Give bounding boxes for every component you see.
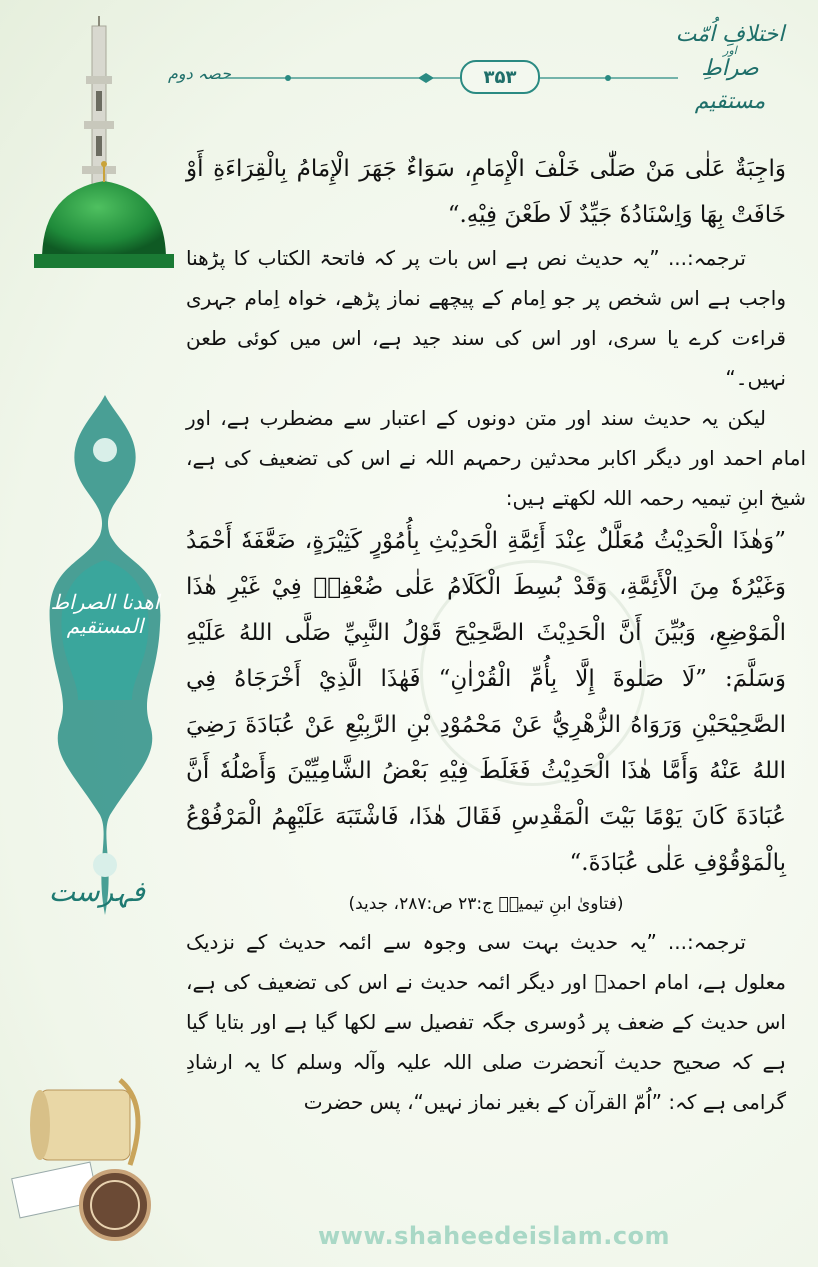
book-title-line2: صراطِ مستقیم bbox=[694, 56, 766, 114]
sidebar-ornament-frame bbox=[40, 395, 170, 915]
green-dome-minaret-illustration bbox=[24, 16, 184, 276]
urdu-translation-3: ترجمہ:... ”یہ حدیث بہت سی وجوہ سے ائمہ حدیث کے نزدیک معلول ہے، امام احمدؒ اور دیگر ائمہ حدیث نے اس کی تضعیف کی ہے، اس حدیث کے ضعف پر دُوسری جگہ تفصیل سے لکھا گیا ہے اور بتایا گیا ہے کہ صحیح حدیث آنحضرت صلی اللہ علیہ وآلہ وسلم کا یہ ارشادِ گرامی ہے کہ: ”اُمّ القرآن کے بغیر نماز نہیں“، پس حضرت bbox=[186, 930, 786, 1114]
header-ornament-rule bbox=[218, 73, 678, 83]
book-title bbox=[670, 18, 790, 118]
table-of-contents-link[interactable]: فہرست bbox=[48, 875, 145, 908]
urdu-paragraph-2: لیکن یہ حدیث سند اور متن دونوں کے اعتبار سے مضطرب ہے، اور امام احمد اور دیگر اکابر محدثین رحمہم اللہ نے اس کی تضعیف کی ہے، شیخ ابنِ تیمیہ رحمہ اللہ لکھتے ہیں: bbox=[186, 406, 806, 510]
arabic-quote-1: وَاجِبَةٌ عَلٰى مَنْ صَلّٰى خَلْفَ الْإِمَامِ، سَوَاءٌ جَهَرَ الْإِمَامُ بِالْقِرَاءَةِ أَوْ خَافَتْ بِهَا وَاِسْنَادُهٗ جَيِّدٌ لَا طَعْنَ فِيْهِ.“ bbox=[186, 156, 786, 228]
website-url-link[interactable]: www.shaheedeislam.com bbox=[318, 1222, 671, 1250]
arabic-quote-2: ”وَهٰذَا الْحَدِيْثُ مُعَلَّلٌ عِنْدَ أَئِمَّةِ الْحَدِيْثِ بِأُمُوْرٍ كَثِيْرَةٍ، ضَعَّفَهٗ أَحْمَدُ وَغَيْرُهٗ مِنَ الْأَئِمَّةِ، وَقَدْ بُسِطَ الْكَلَامُ عَلٰى ضُعْفِهٖ فِيْ غَيْرِ هٰذَا الْمَوْضِعِ، وَبُيِّنَ أَنَّ الْحَدِيْثَ الصَّحِيْحَ قَوْلُ النَّبِيِّ صَلَّى اللهُ عَلَيْهِ وَسَلَّمَ: ”لَا صَلٰوةَ إِلَّا بِأُمِّ الْقُرْاٰنِ“ فَهٰذَا الَّذِيْ أَخْرَجَاهُ فِي الصَّحِيْحَيْنِ وَرَوَاهُ الزُّهْرِيُّ عَنْ مَحْمُوْدِ بْنِ الرَّبِيْعِ عَنْ عُبَادَةَ رَضِيَ اللهُ عَنْهُ وَأَمَّا هٰذَا الْحَدِيْثُ فَغَلَطَ فِيْهِ بَعْضُ الشَّامِيِّيْنَ وَأَصْلُهٗ أَنَّ عُبَادَةَ كَانَ يَوْمًا بَيْتَ الْمَقْدِسِ فَقَالَ هٰذَا، فَاشْتَبَهَ عَلَيْهِمُ الْمَرْفُوْعُ بِالْمَوْقُوْفِ عَلٰى عُبَادَةَ.“ bbox=[186, 528, 786, 876]
page-number-badge: ۳۵۳ bbox=[460, 60, 540, 94]
urdu-translation-1: ترجمہ:... ”یہ حدیث نص ہے اس بات پر کہ فاتحۃ الکتاب کا پڑھنا واجب ہے اس شخص پر جو اِمام کے پیچھے نماز پڑھے، خواہ اِمام جہری قراءت کرے یا سری، اور اس کی سند جید ہے، اس میں کوئی طعن نہیں۔“ bbox=[186, 246, 786, 390]
citation-reference: (فتاویٰ ابنِ تیمیہؒ ج:۲۳ ص:۲۸۷، جدید) bbox=[348, 894, 624, 914]
part-label: حصہ دوم bbox=[168, 64, 231, 83]
page-header bbox=[0, 0, 818, 140]
sidebar-ornament-title: اھدنا الصراط المستقیم bbox=[50, 590, 160, 638]
book-title-line1: اختلافِ اُمّت bbox=[675, 22, 785, 47]
scroll-and-quill-illustration bbox=[10, 1075, 170, 1245]
book-title-connector: اور bbox=[723, 44, 737, 57]
main-content bbox=[186, 146, 806, 1122]
